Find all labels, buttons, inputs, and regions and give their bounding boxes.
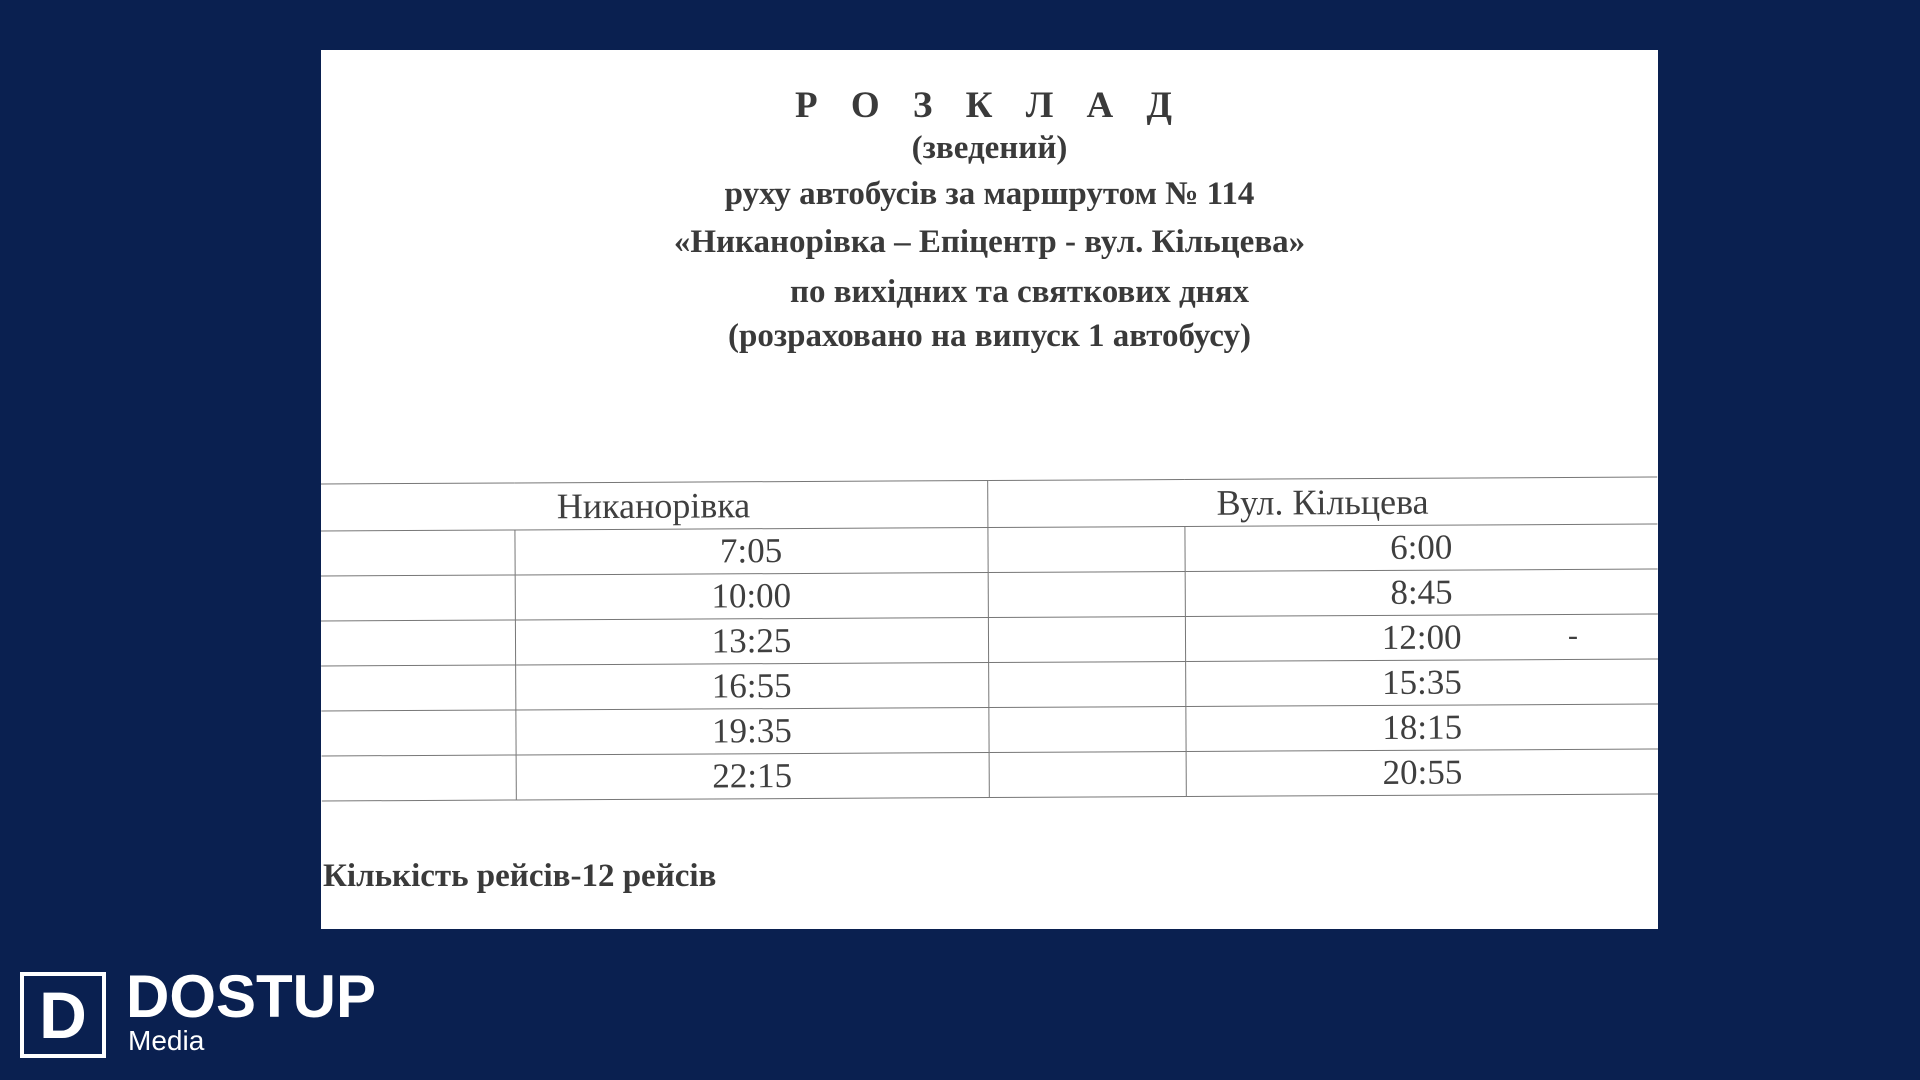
time-value: 20:55 [1382, 752, 1463, 792]
empty-cell [989, 751, 1186, 797]
departure-time-nykanorivka: 10:00 [515, 573, 988, 620]
departure-time-nykanorivka: 19:35 [515, 708, 988, 755]
schedule-note: (розраховано на випуск 1 автобусу) [728, 318, 1251, 354]
time-value: 8:45 [1390, 572, 1453, 612]
table-row [321, 704, 1658, 756]
time-value: 12:00 [1381, 617, 1462, 657]
route-description: руху автобусів за маршрутом № 114 [724, 176, 1255, 212]
schedule-document [321, 50, 1658, 929]
column-header-kiltseva: Вул. Кільцева [987, 477, 1657, 528]
time-value: 6:00 [1390, 527, 1453, 567]
logo-name: DOSTUP [126, 963, 377, 1030]
departure-time-kiltseva [1185, 569, 1658, 616]
schedule-days: по вихідних та святкових днях [789, 274, 1250, 310]
empty-cell [988, 571, 1185, 617]
empty-cell [987, 526, 1184, 572]
schedule-table [321, 477, 1658, 802]
empty-cell [321, 710, 515, 756]
empty-cell [321, 620, 515, 666]
empty-cell [988, 706, 1185, 752]
table-row [321, 659, 1658, 711]
document-title: Р О З К Л А Д [795, 85, 1184, 126]
empty-cell [322, 755, 516, 801]
departure-time-kiltseva [1185, 659, 1658, 706]
departure-time-kiltseva [1184, 524, 1657, 571]
column-header-nykanorivka: Никанорівка [321, 481, 987, 531]
departure-time-nykanorivka: 7:05 [514, 528, 987, 575]
table-header-row [321, 477, 1657, 531]
empty-cell [988, 661, 1185, 707]
table-row [321, 614, 1658, 666]
departure-time-nykanorivka: 13:25 [515, 618, 988, 665]
departure-time-kiltseva [1185, 704, 1658, 751]
trips-count: Кількість рейсів-12 рейсів [323, 858, 717, 894]
time-value: 15:35 [1382, 662, 1462, 702]
empty-cell [321, 575, 515, 621]
empty-cell [321, 530, 515, 576]
empty-cell [988, 616, 1185, 662]
logo-subtitle: Media [128, 1025, 205, 1056]
departure-time-kiltseva [1186, 749, 1658, 796]
document-subtitle: (зведений) [911, 130, 1068, 166]
table-row [321, 524, 1658, 576]
time-value: 18:15 [1382, 707, 1463, 747]
table-row [322, 749, 1658, 801]
departure-time-nykanorivka: 22:15 [516, 753, 989, 800]
table-row [321, 569, 1658, 621]
departure-time-kiltseva [1185, 614, 1658, 661]
logo-letter-box: D [20, 972, 106, 1058]
empty-cell [321, 665, 515, 711]
departure-time-nykanorivka: 16:55 [515, 663, 988, 710]
route-name: «Никанорівка – Епіцентр - вул. Кільцева» [673, 224, 1306, 260]
dash-mark: - [1567, 618, 1579, 652]
